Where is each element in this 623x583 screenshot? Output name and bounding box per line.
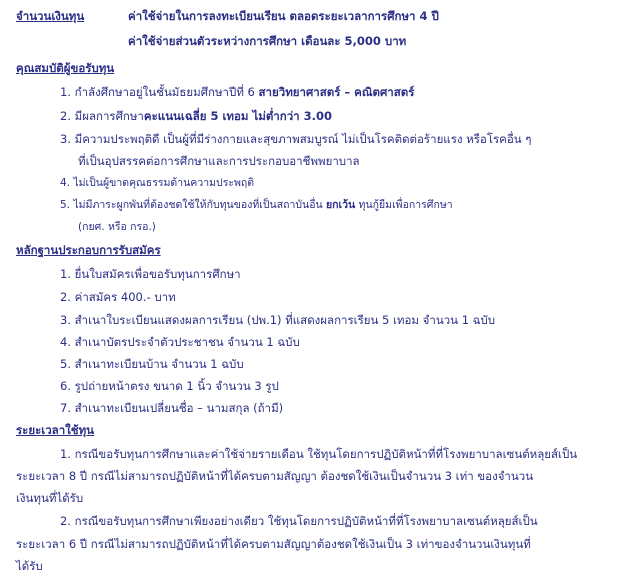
qualification-item-2 (60, 108, 332, 124)
qualification-item-3-line-2: ที่เป็นอุปสรรคต่อการศึกษาและการประกอบอาชีพพยาบาล (78, 154, 360, 168)
duration-case-2-line-1: 2. กรณีขอรับทุนการศึกษาเพียงอย่างเดียว ใช้ทุนโดยการปฏิบัติหน้าที่ที่โรงพยาบาลเซนต์หลุยส์เป็น (60, 514, 538, 528)
amount-label: จำนวนเงินทุน (16, 9, 85, 23)
qualification-item-1 (60, 84, 414, 100)
qualification-item-5-text: 5. ไม่มีภาระผูกพันที่ต้องชดใช้ให้กับทุนของที่เป็นสถาบันอื่น (60, 199, 327, 211)
duration-heading: ระยะเวลาใช้ทุน (16, 423, 95, 437)
duration-case-2-line-2: ระยะเวลา 6 ปี กรณีไม่สามารถปฏิบัติหน้าที่ได้ครบตามสัญญาต้องชดใช้เงินเป็น 3 เท่าของจำนวนเงินทุนที่ (16, 537, 531, 551)
qualification-item-2-emphasis: คะแนนเฉลี่ย 5 เทอม ไม่ต่ำกว่า 3.00 (143, 109, 333, 123)
qualification-item-5-line-2: (กยศ. หรือ กรอ.) (78, 221, 156, 233)
duration-case-1-line-1: 1. กรณีขอรับทุนการศึกษาและค่าใช้จ่ายรายเดือน ใช้ทุนโดยการปฏิบัติหน้าที่ที่โรงพยาบาลเซนต์หลุยส์เป็น (60, 447, 578, 461)
qualification-item-4: 4. ไม่เป็นผู้ขาดคุณธรรมด้านความประพฤติ (60, 177, 255, 189)
qualifications-heading: คุณสมบัติผู้ขอรับทุน (16, 61, 115, 75)
amount-line-2: ค่าใช้จ่ายส่วนตัวระหว่างการศึกษา เดือนละ 5,000 บาท (128, 34, 407, 48)
qualification-item-5-tail: ทุนกู้ยืมเพื่อการศึกษา (355, 199, 453, 211)
duration-case-2-line-3: ได้รับ (16, 559, 43, 573)
qualification-item-1-text: 1. กำลังศึกษาอยู่ในชั้นมัธยมศึกษาปีที่ 6 (60, 85, 259, 99)
qualification-item-1-emphasis: สายวิทยาศาสตร์ – คณิตศาสตร์ (258, 85, 415, 99)
document-item-3: 3. สำเนาใบระเบียนแสดงผลการเรียน (ปพ.1) ที่แสดงผลการเรียน 5 เทอม จำนวน 1 ฉบับ (60, 313, 496, 327)
document-item-2: 2. ค่าสมัคร 400.- บาท (60, 290, 176, 304)
duration-case-1-line-3: เงินทุนที่ได้รับ (16, 491, 84, 505)
document-item-6: 6. รูปถ่ายหน้าตรง ขนาด 1 นิ้ว จำนวน 3 รูป (60, 379, 279, 393)
duration-case-1-line-2: ระยะเวลา 8 ปี กรณีไม่สามารถปฏิบัติหน้าที่ได้ครบตามสัญญา ต้องชดใช้เงินเป็นจำนวน 3 เท่า ของจำนวน (16, 469, 534, 483)
document-item-5: 5. สำเนาทะเบียนบ้าน จำนวน 1 ฉบับ (60, 357, 244, 371)
amount-line-1: ค่าใช้จ่ายในการลงทะเบียนเรียน ตลอดระยะเวลาการศึกษา 4 ปี (128, 9, 439, 23)
documents-heading: หลักฐานประกอบการรับสมัคร (16, 243, 161, 257)
qualification-item-5 (60, 197, 453, 213)
document-item-4: 4. สำเนาบัตรประจำตัวประชาชน จำนวน 1 ฉบับ (60, 335, 300, 349)
document-item-1: 1. ยื่นใบสมัครเพื่อขอรับทุนการศึกษา (60, 267, 241, 281)
qualification-item-5-emphasis: ยกเว้น (326, 199, 356, 211)
document-item-7: 7. สำเนาทะเบียนเปลี่ยนชื่อ – นามสกุล (ถ้ามี) (60, 401, 284, 415)
qualification-item-2-text: 2. มีผลการศึกษา (60, 109, 144, 123)
qualification-item-3-line-1: 3. มีความประพฤติดี เป็นผู้ที่มีร่างกายและสุขภาพสมบูรณ์ ไม่เป็นโรคติดต่อร้ายแรง หรือโรคอื่น ๆ (60, 132, 532, 146)
